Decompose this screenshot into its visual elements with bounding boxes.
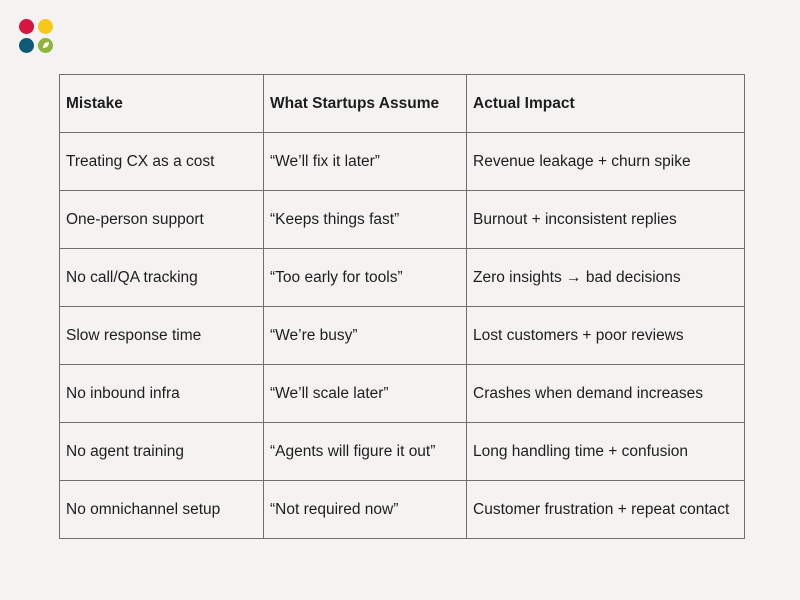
cell-assumption: “Keeps things fast” [264,191,467,249]
mistakes-table [59,74,745,539]
cell-assumption: “We’ll fix it later” [264,133,467,191]
cell-assumption: “Not required now” [264,481,467,539]
logo-dot-red [19,19,34,34]
cell-assumption: “We’re busy” [264,307,467,365]
table-row [60,423,745,481]
cell-impact: Customer frustration + repeat contact [467,481,745,539]
header-impact: Actual Impact [467,75,745,133]
cell-impact: Burnout + inconsistent replies [467,191,745,249]
cell-mistake: No call/QA tracking [60,249,264,307]
cell-impact: Long handling time + confusion [467,423,745,481]
cell-mistake: One-person support [60,191,264,249]
cell-assumption: “We’ll scale later” [264,365,467,423]
header-assumption: What Startups Assume [264,75,467,133]
header-mistake: Mistake [60,75,264,133]
cell-mistake: Treating CX as a cost [60,133,264,191]
brand-logo [19,19,57,57]
leaf-icon [42,41,50,49]
table-header-row [60,75,745,133]
cell-mistake: Slow response time [60,307,264,365]
cell-mistake: No agent training [60,423,264,481]
table-row [60,481,745,539]
table-row [60,191,745,249]
logo-dot-yellow [38,19,53,34]
cell-assumption: “Agents will figure it out” [264,423,467,481]
logo-dot-blue [19,38,34,53]
cell-impact: Lost customers + poor reviews [467,307,745,365]
cell-impact: Zero insights → bad decisions [467,249,745,307]
table-row [60,365,745,423]
cell-mistake: No inbound infra [60,365,264,423]
cell-mistake: No omnichannel setup [60,481,264,539]
table-row [60,133,745,191]
cell-assumption: “Too early for tools” [264,249,467,307]
cell-impact: Crashes when demand increases [467,365,745,423]
cell-impact: Revenue leakage + churn spike [467,133,745,191]
table-row [60,249,745,307]
table-row [60,307,745,365]
